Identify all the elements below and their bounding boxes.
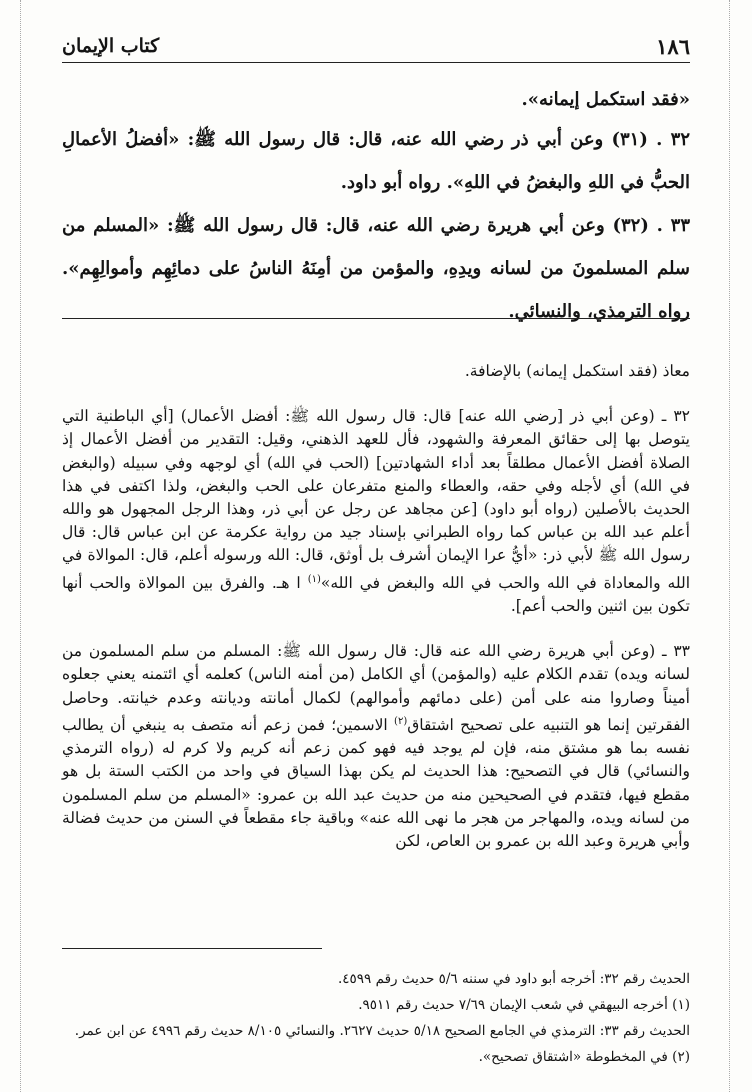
commentary-text: ٣٢ ـ (وعن أبي ذر [رضي الله عنه] قال: قال رسول الله ﷺ: أفضل الأعمال) [أي الباطنية التي يتوصل بها إلى حقائق المعرفة والشهود، فأل للعهد الذهني، وقيل: التقدير من أفضل الأعمال إذ الصلاة أفضل الأعمال مطلقاً بعد أداء الشهادتين] (الحب في الله) أي لوجهه وفي سبيله (والبغض في الله) أي لأجله وفي حقه، والعطاء والمنع متفرعان على الحب والبغض، ولذا اكتفى في هذا الحديث بالأصلين (رواه أبو داود) [عن مجاهد عن رجل عن أبي ذر، وهذا الرجل المجهول هو والله أعلم عبد الله بن عباس كما رواه الطبراني بإسناد جيد من رواية عكرمة عن ابن عباس قال: قال رسول الله ﷺ لأبي ذر: «أيُّ عرا الإيمان أشرف بل أوثق، قال: الله ورسوله أعلم، قال: الموالاة في الله والمعاداة في الله والحب في الله والبغض في الله» (62, 407, 690, 592)
footnote-marker: (٢) (394, 715, 408, 727)
commentary-paragraph: معاذ (فقد استكمل إيمانه) بالإضافة. (464, 362, 690, 380)
commentary-paragraph (62, 640, 690, 853)
page-header (62, 30, 690, 63)
page-number: ١٨٦ (656, 33, 690, 59)
footnote-divider (62, 948, 322, 949)
commentary-text: ا هـ. والفرق بين الموالاة والحب أنها تكون بين اثنين والحب أعم]. (62, 573, 690, 615)
footnote: (١) أخرجه البيهقي في شعب الإيمان ٧/٦٩ حديث رقم ٩٥١١. (358, 997, 690, 1013)
page-edge-left (0, 0, 21, 1092)
book-page (62, 30, 690, 1080)
hadith-32: ٣٢ . (٣١) وعن أبي ذر رضي الله عنه، قال: قال رسول الله ﷺ: «أفضلُ الأعمالِ الحبُّ في اللهِ والبغضُ في اللهِ». رواه أبو داود. (62, 129, 690, 193)
hadith-33: ٣٣ . (٣٢) وعن أبي هريرة رضي الله عنه، قال: قال رسول الله ﷺ: «المسلم من سلم المسلمونَ من لسانه ويدِهِ، والمؤمن من أمِنَهُ الناسُ على دمائِهِم وأموالِهِم». رواه الترمذي، والنسائي. (62, 215, 690, 322)
footnote-marker: (١) (307, 573, 321, 585)
book-title: كتاب الإيمان (62, 35, 160, 57)
hadith-text (62, 86, 690, 333)
page-edge-right (729, 0, 752, 1092)
section-divider (62, 318, 690, 319)
commentary (62, 360, 690, 853)
commentary-paragraph (62, 405, 690, 618)
commentary-text: الاسمين؛ فمن زعم أنه متصف به ينبغي أن يطالب نفسه بما هو مشتق منه، فإن لم يوجد فيه فهو كمن زعم أنه كريم ولا كرم له (رواه الترمذي والنسائي) قال في التصحيح: هذا الحديث لم يكن بهذا السياق في واحد من الكتب الستة بل هو مقطع فيها، فتقدم في الصحيحين منه من حديث عبد الله بن عمرو: «المسلم من سلم المسلمون من لسانه ويده، والمهاجر من هجر ما نهى الله عنه» وباقية جاء مقطعاً في السنن من حديث فضالة وأبي هريرة وعبد الله بن عمرو بن العاص، لكن (62, 715, 690, 850)
matn-line: «فقد استكمل إيمانه». (521, 89, 690, 110)
commentary-text: ٣٣ ـ (وعن أبي هريرة رضي الله عنه قال: قال رسول الله ﷺ: المسلم من سلم المسلمون من لسانه ويده) تقدم الكلام عليه (والمؤمن) أي الكامل (من أمنه الناس) كعلمه أي ائتمنه يعني جعلوه أميناً وصاروا منه على أمن (على دمائهم وأموالهم) لكمال أمانته وديانته وعدم خيانته. وحاصل الفقرتين إنما هو التنبيه على تصحيح اشتقاق (62, 642, 691, 734)
footnotes (62, 966, 690, 1070)
footnote: (٢) في المخطوطة «اشتقاق تصحيح». (478, 1049, 690, 1065)
footnote: الحديث رقم ٣٣: الترمذي في الجامع الصحيح ٥/١٨ حديث ٢٦٢٧. والنسائي ٨/١٠٥ حديث رقم ٤٩٩٦ عن ابن عمر. (74, 1023, 690, 1039)
footnote: الحديث رقم ٣٢: أخرجه أبو داود في سننه ٥/٦ حديث رقم ٤٥٩٩. (338, 971, 690, 987)
